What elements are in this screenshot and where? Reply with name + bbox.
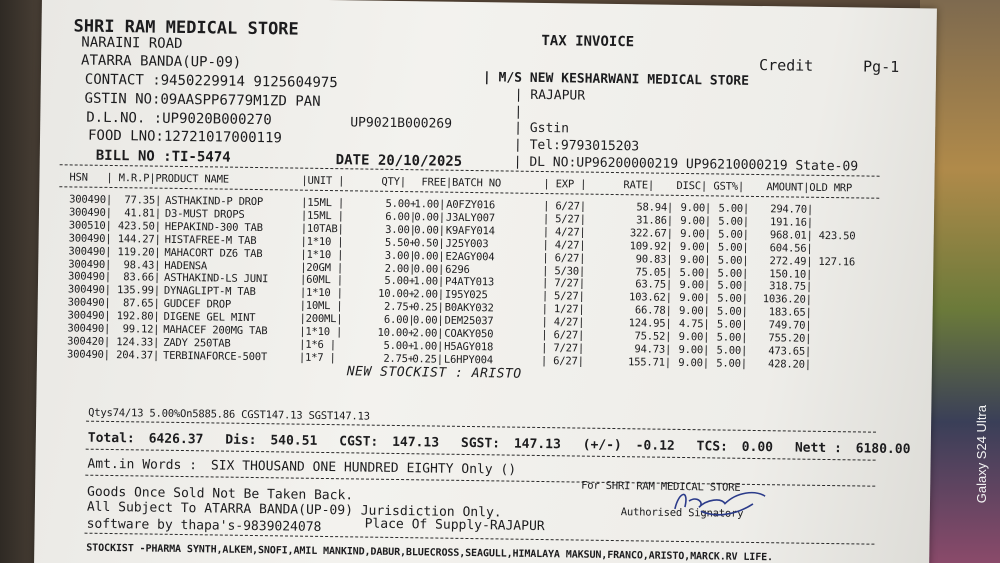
- cell-mrp: 41.81|: [124, 207, 162, 220]
- divider-summary-top: [86, 421, 876, 433]
- cell-name: ASTHAKIND-LS JUNI: [163, 272, 269, 286]
- store-gstin: GSTIN NO:09AASPP6779M1ZD PAN: [84, 90, 321, 110]
- amount-in-words-label: Amt.in Words :: [87, 456, 198, 474]
- cell-rate: 322.67|: [629, 227, 673, 240]
- invoice-title: TAX INVOICE: [541, 32, 635, 51]
- cell-rate: 155.71|: [628, 356, 672, 369]
- cell-batch: I95Y025: [444, 288, 488, 302]
- cell-gst: 5.00|: [716, 331, 748, 344]
- buyer-spacer: |: [514, 104, 523, 120]
- cell-rate: 109.92|: [629, 239, 673, 253]
- cell-gst: 5.00|: [718, 228, 749, 241]
- for-store-label: For SHRI RAM MEDICAL STORE: [581, 479, 741, 494]
- cell-free: 2.00|: [413, 288, 444, 301]
- cell-mrp: 99.12|: [122, 323, 160, 336]
- store-dl-no: D.L.NO. :UP9020B000270: [86, 109, 272, 129]
- signature-scribble: [645, 480, 786, 522]
- cell-free: 0.00|: [413, 249, 445, 263]
- totals-line: [88, 431, 925, 458]
- stockist-note: NEW STOCKIST : ARISTO: [346, 364, 522, 382]
- cell-rate: 94.73|: [634, 343, 672, 356]
- cell-exp: | 6/27|: [540, 354, 584, 368]
- cell-gst: 5.00|: [716, 344, 748, 357]
- cell-exp: | 7/27|: [541, 341, 585, 355]
- cell-name: ASTHAKIND-P DROP: [165, 194, 264, 209]
- cell-batch: L6HPY004: [443, 353, 494, 367]
- cell-batch: COAKY050: [444, 327, 494, 341]
- cell-unit: |1*7 |: [298, 351, 336, 364]
- cell-rate: 75.52|: [634, 330, 672, 343]
- cell-unit: |1*10 |: [300, 235, 344, 248]
- cell-batch: J3ALY007: [445, 211, 496, 225]
- cell-batch: A0FZY016: [446, 198, 496, 212]
- col-free-batch: FREE|BATCH NO: [421, 176, 502, 190]
- nett-label: Nett :: [794, 440, 842, 457]
- cell-exp: | 6/27|: [543, 200, 587, 213]
- place-of-supply: Place Of Supply-RAJAPUR: [364, 516, 545, 535]
- divider-footer: [84, 533, 874, 545]
- cell-exp: | 5/27|: [542, 212, 586, 226]
- cell-rate: 103.62|: [628, 291, 672, 305]
- buyer-gstin: | Gstin: [514, 120, 570, 137]
- col-disc: DISC|: [676, 179, 708, 193]
- col-unit: |UNIT |: [301, 174, 345, 188]
- cell-disc: 9.00|: [678, 356, 710, 370]
- cell-rate: 124.95|: [628, 317, 672, 330]
- invoice-paper: [34, 0, 937, 563]
- footer-terms-1: Goods Once Sold Not Be Taken Back.: [86, 484, 354, 504]
- store-address-1: NARAINI ROAD: [81, 34, 183, 52]
- cell-hsn: 300490|: [68, 232, 112, 245]
- store-dl-no-2: UP9021B000269: [350, 115, 453, 132]
- cell-mrp: 423.50|: [117, 219, 161, 233]
- cell-gst: 5.00|: [717, 292, 748, 306]
- cell-free: 0.00|: [414, 211, 446, 224]
- tax-summary-line: Qtys74/13 5.00%On5885.86 CGST147.13 SGST147.13: [88, 406, 370, 423]
- buyer-tel: | Tel:9793015203: [513, 137, 640, 155]
- sgst-label: SGST:: [460, 435, 501, 452]
- cell-hsn: 300490|: [67, 296, 111, 310]
- cell-old: 127.16: [818, 255, 856, 268]
- cell-batch: 6296: [445, 263, 470, 276]
- amount-in-words-text: SIX THOUSAND ONE HUNDRED EIGHTY Only (): [210, 458, 517, 478]
- cell-hsn: 300490|: [67, 270, 112, 284]
- cell-batch: P4ATY013: [444, 276, 495, 289]
- col-hsn: HSN: [69, 171, 88, 184]
- cell-qty: 3.00|: [385, 223, 416, 237]
- cell-rate: 75.05|: [635, 265, 673, 279]
- cgst-label: CGST:: [339, 434, 379, 450]
- round-off-value: -0.12: [635, 438, 675, 454]
- cell-qty: 5.00+: [385, 197, 417, 211]
- buyer-city: | RAJAPUR: [514, 87, 586, 104]
- cell-name: HISTAFREE-M TAB: [164, 233, 257, 247]
- cell-mrp: 192.80|: [116, 310, 160, 323]
- store-address-2: ATARRA BANDA(UP-09): [80, 52, 242, 71]
- cell-amount: 294.70|: [770, 203, 814, 216]
- cell-amount: 604.56|: [769, 241, 813, 255]
- cell-mrp: 98.43|: [123, 258, 161, 272]
- cell-free: 0.00|: [413, 262, 445, 276]
- bill-date: DATE 20/10/2025: [335, 152, 463, 170]
- cell-mrp: 87.65|: [122, 297, 160, 310]
- cell-qty: 5.50+: [384, 236, 416, 249]
- cell-disc: 9.00|: [679, 279, 711, 292]
- cell-unit: |10ML |: [299, 299, 343, 313]
- cell-unit: |15ML |: [300, 209, 344, 223]
- cell-gst: 5.00|: [716, 357, 748, 370]
- page-number: Pg-1: [862, 57, 900, 76]
- cell-name: HEPAKIND-300 TAB: [164, 220, 263, 234]
- cell-gst: 5.00|: [718, 202, 750, 215]
- cell-exp: | 4/27|: [542, 225, 586, 239]
- cell-qty: 3.00|: [384, 249, 416, 262]
- sgst-value: 147.13: [513, 436, 561, 453]
- cell-amount: 749.70|: [768, 319, 812, 332]
- cell-disc: 9.00|: [680, 201, 712, 215]
- cell-gst: 5.00|: [716, 305, 748, 319]
- cell-amount: 473.65|: [768, 345, 812, 358]
- cell-free: 0.25|: [412, 353, 444, 366]
- footer-terms-2: All Subject To ATARRA BANDA(UP-09) Jurisdiction Only.: [86, 499, 502, 521]
- cell-disc: 9.00|: [678, 330, 710, 344]
- discount-value: 540.51: [270, 433, 318, 449]
- cell-unit: |200ML|: [299, 312, 343, 326]
- cell-free: 1.00|: [413, 275, 445, 289]
- store-name: SHRI RAM MEDICAL STORE: [73, 16, 299, 40]
- cell-free: 1.00|: [414, 198, 446, 211]
- cell-disc: 9.00|: [678, 343, 710, 357]
- cell-hsn: 300490|: [68, 244, 112, 258]
- cell-qty: 10.00+: [377, 326, 415, 340]
- cell-name: D3-MUST DROPS: [164, 207, 245, 221]
- cell-hsn: 300490|: [67, 309, 111, 323]
- store-food-licence: FOOD LNO:12721017000119: [87, 127, 283, 147]
- cell-batch: E2AGY004: [445, 250, 495, 263]
- cell-qty: 2.75+: [383, 300, 415, 314]
- cell-disc: 9.00|: [679, 253, 711, 266]
- cell-disc: 9.00|: [679, 240, 711, 254]
- cell-unit: |1*10 |: [299, 286, 343, 300]
- cell-free: 2.00|: [412, 327, 444, 340]
- store-contact: CONTACT :9450229914 9125604975: [84, 71, 338, 92]
- cell-mrp: 83.66|: [123, 271, 161, 285]
- cell-rate: 63.75|: [635, 278, 673, 292]
- buyer-dl-no: | DL NO:UP96200000219 UP96210000219 State-09: [513, 154, 859, 175]
- authorised-signatory: Authorised Signatory: [620, 506, 744, 520]
- cell-hsn: 300420|: [67, 335, 111, 348]
- discount-label: Dis:: [225, 432, 257, 449]
- cell-free: 0.00|: [414, 224, 445, 237]
- cell-unit: |10TAB|: [300, 222, 344, 236]
- cell-hsn: 300490|: [69, 193, 113, 206]
- cell-qty: 5.00+: [384, 275, 416, 288]
- bill-number: BILL NO :TI-5474: [95, 147, 231, 166]
- cell-disc: 9.00|: [678, 305, 710, 318]
- cell-free: 0.25|: [412, 301, 444, 314]
- col-exp: | EXP |: [543, 178, 587, 191]
- round-off-label: (+/-): [582, 437, 622, 454]
- device-watermark: Galaxy S24 Ultra: [974, 405, 989, 504]
- col-gst: GST%|: [713, 180, 745, 193]
- cell-hsn: 300490|: [66, 348, 110, 361]
- cell-amount: 318.75|: [769, 280, 813, 294]
- cell-exp: | 5/30|: [542, 264, 586, 278]
- cell-old: 423.50: [818, 229, 856, 243]
- cell-qty: 10.00+: [378, 288, 415, 301]
- cell-disc: 5.00|: [679, 266, 711, 279]
- cell-amount: 191.16|: [769, 216, 813, 229]
- amount-in-words: [87, 457, 516, 478]
- cell-rate: 66.78|: [634, 304, 672, 318]
- cell-amount: 183.65|: [768, 306, 812, 319]
- cell-hsn: 300490|: [67, 283, 111, 297]
- nett-value: 6180.00: [855, 441, 911, 458]
- cell-gst: 5.00|: [718, 215, 750, 228]
- cell-disc: 9.00|: [680, 214, 712, 228]
- cell-name: DYNAGLIPT-M TAB: [163, 285, 256, 299]
- cell-rate: 90.83|: [635, 252, 673, 266]
- cell-name: TERBINAFORCE-500T: [162, 349, 268, 363]
- cell-batch: DEM25037: [444, 314, 494, 328]
- cell-exp: | 5/27|: [541, 290, 585, 303]
- cell-name: ZADY 250TAB: [163, 336, 231, 350]
- cell-exp: | 6/27|: [541, 329, 585, 342]
- stockist-list: STOCKIST -PHARMA SYNTH,ALKEM,SNOFI,AMIL MANKIND,DABUR,BLUECROSS,SEAGULL,HIMALAYA MAKSUN,FRANCO,ARISTO,MARCK.RV LIFE.: [86, 542, 774, 563]
- tcs-value: 0.00: [741, 439, 774, 456]
- cell-amount: 1036.20|: [762, 293, 812, 307]
- cell-gst: 5.00|: [717, 266, 749, 280]
- cell-unit: |20GM |: [300, 261, 344, 274]
- col-amount-oldmrp: AMOUNT|OLD MRP: [766, 181, 853, 195]
- cell-qty: 5.00+: [383, 339, 415, 353]
- cgst-value: 147.13: [392, 434, 440, 451]
- cell-hsn: 300510|: [68, 219, 112, 232]
- cell-qty: 6.00|: [383, 313, 415, 327]
- cell-exp: | 7/27|: [541, 277, 585, 290]
- cell-disc: 4.75|: [678, 318, 710, 331]
- cell-exp: | 4/27|: [542, 238, 586, 252]
- cell-name: DIGENE GEL MINT: [163, 310, 256, 325]
- cell-qty: 2.75+: [383, 352, 415, 366]
- cell-disc: 9.00|: [680, 227, 711, 241]
- cell-hsn: 300490|: [68, 206, 112, 219]
- payment-mode: Credit: [758, 56, 814, 75]
- cell-qty: 6.00|: [385, 210, 417, 224]
- cell-free: 1.00|: [412, 340, 444, 353]
- buyer-name: | M/S NEW KESHARWANI MEDICAL STORE: [482, 70, 750, 89]
- cell-exp: | 4/27|: [541, 316, 585, 329]
- cell-batch: J25Y003: [445, 237, 489, 250]
- cell-amount: 428.20|: [767, 357, 812, 371]
- cell-unit: |15ML |: [301, 196, 345, 210]
- cell-mrp: 119.20|: [117, 245, 161, 259]
- cell-name: MAHACEF 200MG TAB: [163, 323, 268, 338]
- cell-gst: 5.00|: [717, 241, 749, 254]
- cell-amount: 755.20|: [768, 332, 812, 345]
- cell-unit: |60ML |: [299, 274, 343, 287]
- col-rate: RATE|: [623, 179, 655, 192]
- cell-free: 0.00|: [412, 314, 444, 327]
- total-label: Total:: [87, 430, 135, 447]
- cell-unit: |1*6 |: [299, 338, 336, 352]
- software-credit: software by thapa's-9839024078: [86, 516, 322, 535]
- total-value: 6426.37: [148, 431, 204, 448]
- cell-disc: 9.00|: [679, 292, 710, 305]
- cell-name: GUDCEF DROP: [163, 297, 232, 311]
- cell-batch: H5AGY018: [444, 340, 494, 354]
- cell-mrp: 144.27|: [117, 232, 161, 246]
- cell-unit: |1*10 |: [299, 325, 343, 339]
- cell-exp: | 6/27|: [542, 251, 586, 265]
- cell-amount: 150.10|: [769, 267, 813, 281]
- cell-name: HADENSA: [164, 259, 208, 272]
- cell-gst: 5.00|: [716, 318, 748, 331]
- cell-hsn: 300490|: [67, 322, 111, 335]
- cell-amount: 968.01|: [769, 228, 813, 242]
- cell-free: 0.50|: [413, 236, 445, 250]
- cell-gst: 5.00|: [717, 254, 749, 267]
- col-mrp-product: | M.R.P|PRODUCT NAME: [106, 171, 229, 186]
- cell-unit: |1*10 |: [300, 248, 344, 261]
- col-qty: QTY|: [381, 175, 407, 189]
- cell-rate: 58.94|: [636, 201, 674, 214]
- cell-name: MAHACORT DZ6 TAB: [164, 246, 263, 260]
- cell-mrp: 77.35|: [124, 194, 162, 207]
- cell-exp: | 1/27|: [541, 303, 585, 316]
- cell-qty: 2.00|: [384, 262, 416, 275]
- cell-gst: 5.00|: [717, 279, 749, 293]
- cell-batch: B0AKY032: [444, 301, 494, 315]
- cell-mrp: 135.99|: [116, 284, 160, 297]
- cell-hsn: 300490|: [68, 257, 112, 271]
- cell-rate: 31.86|: [636, 214, 674, 227]
- cell-batch: K9AFY014: [445, 224, 495, 238]
- tcs-label: TCS:: [696, 439, 729, 455]
- cell-mrp: 124.33|: [116, 335, 160, 349]
- cell-mrp: 204.37|: [116, 348, 160, 362]
- cell-amount: 272.49|: [769, 254, 813, 268]
